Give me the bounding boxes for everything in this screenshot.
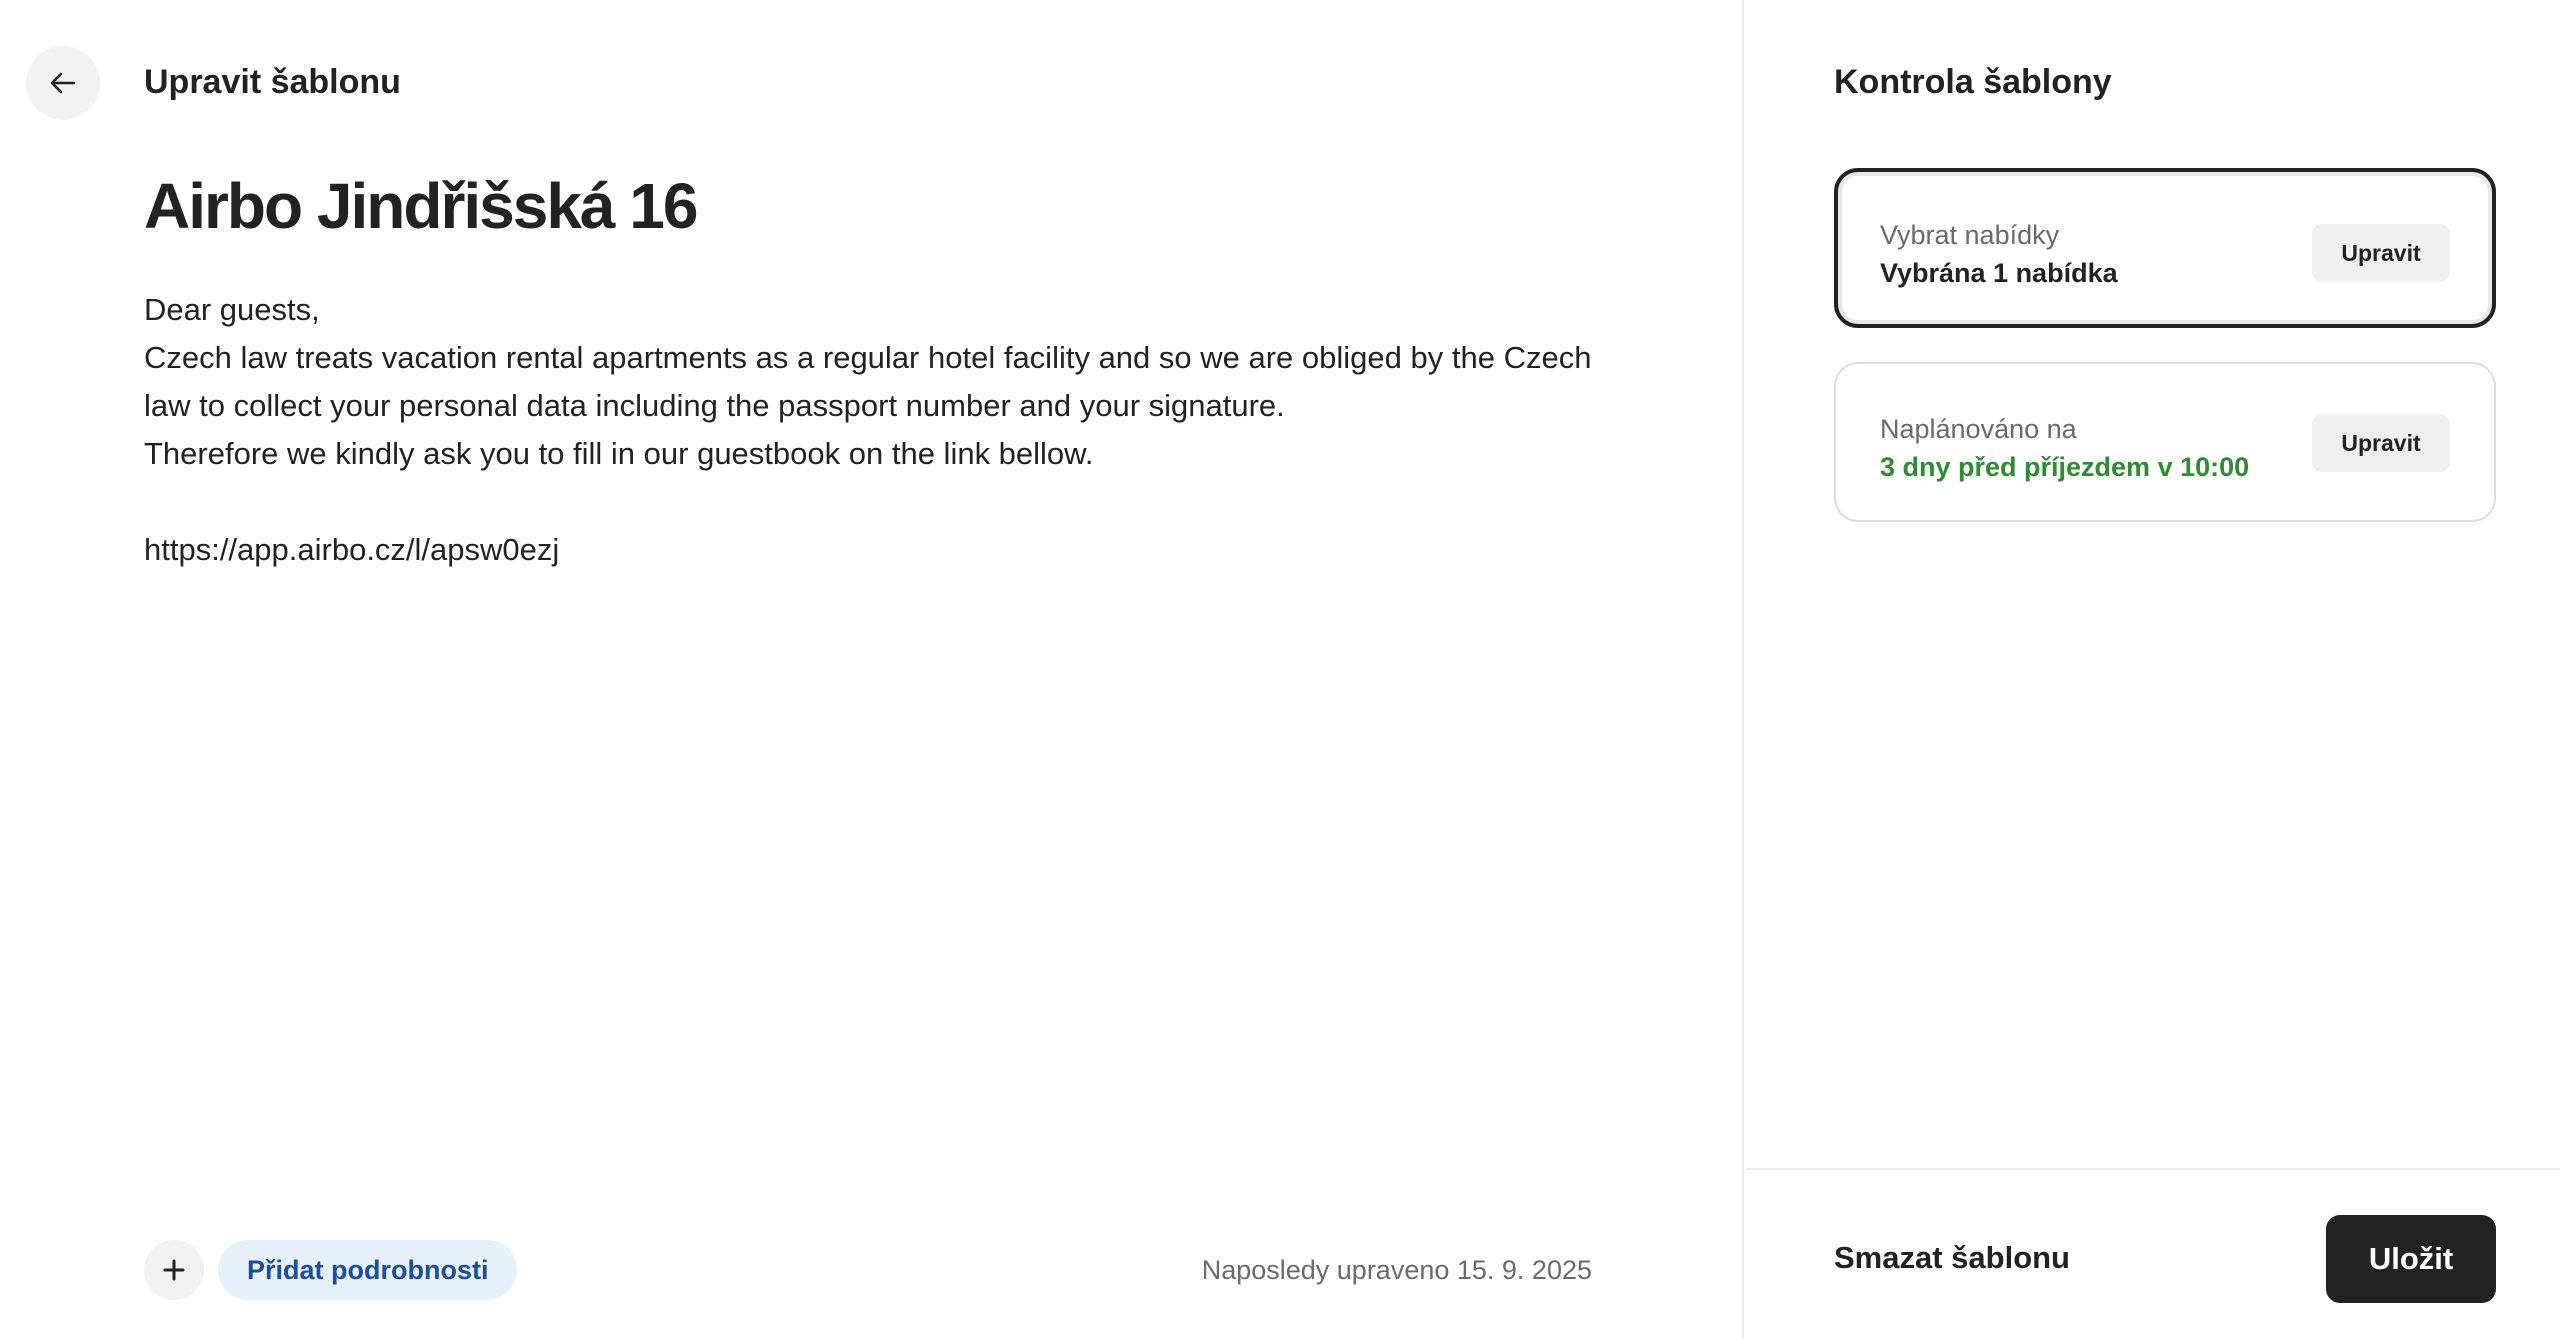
page-title: Upravit šablonu bbox=[144, 63, 401, 101]
add-details-button[interactable]: Přidat podrobnosti bbox=[218, 1240, 517, 1300]
edit-listings-button[interactable]: Upravit bbox=[2312, 224, 2450, 282]
message-line: Dear guests, bbox=[144, 292, 320, 327]
card-value: 3 dny před příjezdem v 10:00 bbox=[1880, 452, 2250, 482]
add-button[interactable] bbox=[144, 1240, 204, 1300]
card-value: Vybrána 1 nabídka bbox=[1880, 258, 2118, 288]
message-line: Czech law treats vacation rental apartments as a regular hotel facility and so we are obliged by the Czech law to collect your personal data including the passport number and your signature. bbox=[144, 340, 1601, 423]
message-link: https://app.airbo.cz/l/apsw0ezj bbox=[144, 532, 560, 567]
card-label: Naplánováno na bbox=[1880, 414, 2077, 444]
message-spacer bbox=[144, 478, 1604, 526]
last-edited-text: Naposledy upraveno 15. 9. 2025 bbox=[1201, 1255, 1592, 1285]
card-label: Vybrat nabídky bbox=[1880, 220, 2060, 250]
template-review-panel bbox=[1746, 0, 2560, 1339]
plus-icon bbox=[162, 1258, 186, 1282]
schedule-card[interactable] bbox=[1834, 362, 2496, 522]
panel-footer bbox=[1746, 1168, 2560, 1339]
back-button[interactable] bbox=[26, 46, 100, 120]
delete-template-button[interactable]: Smazat šablonu bbox=[1834, 1240, 2070, 1275]
arrow-left-icon bbox=[47, 67, 79, 99]
save-button[interactable]: Uložit bbox=[2326, 1215, 2496, 1303]
panel-title: Kontrola šablony bbox=[1834, 63, 2112, 101]
message-body[interactable] bbox=[144, 286, 1604, 574]
message-line: Therefore we kindly ask you to fill in our guestbook on the link bellow. bbox=[144, 436, 1094, 471]
edit-schedule-button[interactable]: Upravit bbox=[2312, 414, 2450, 472]
listing-selection-card[interactable] bbox=[1834, 168, 2496, 328]
template-name[interactable]: Airbo Jindřišská 16 bbox=[144, 170, 697, 242]
